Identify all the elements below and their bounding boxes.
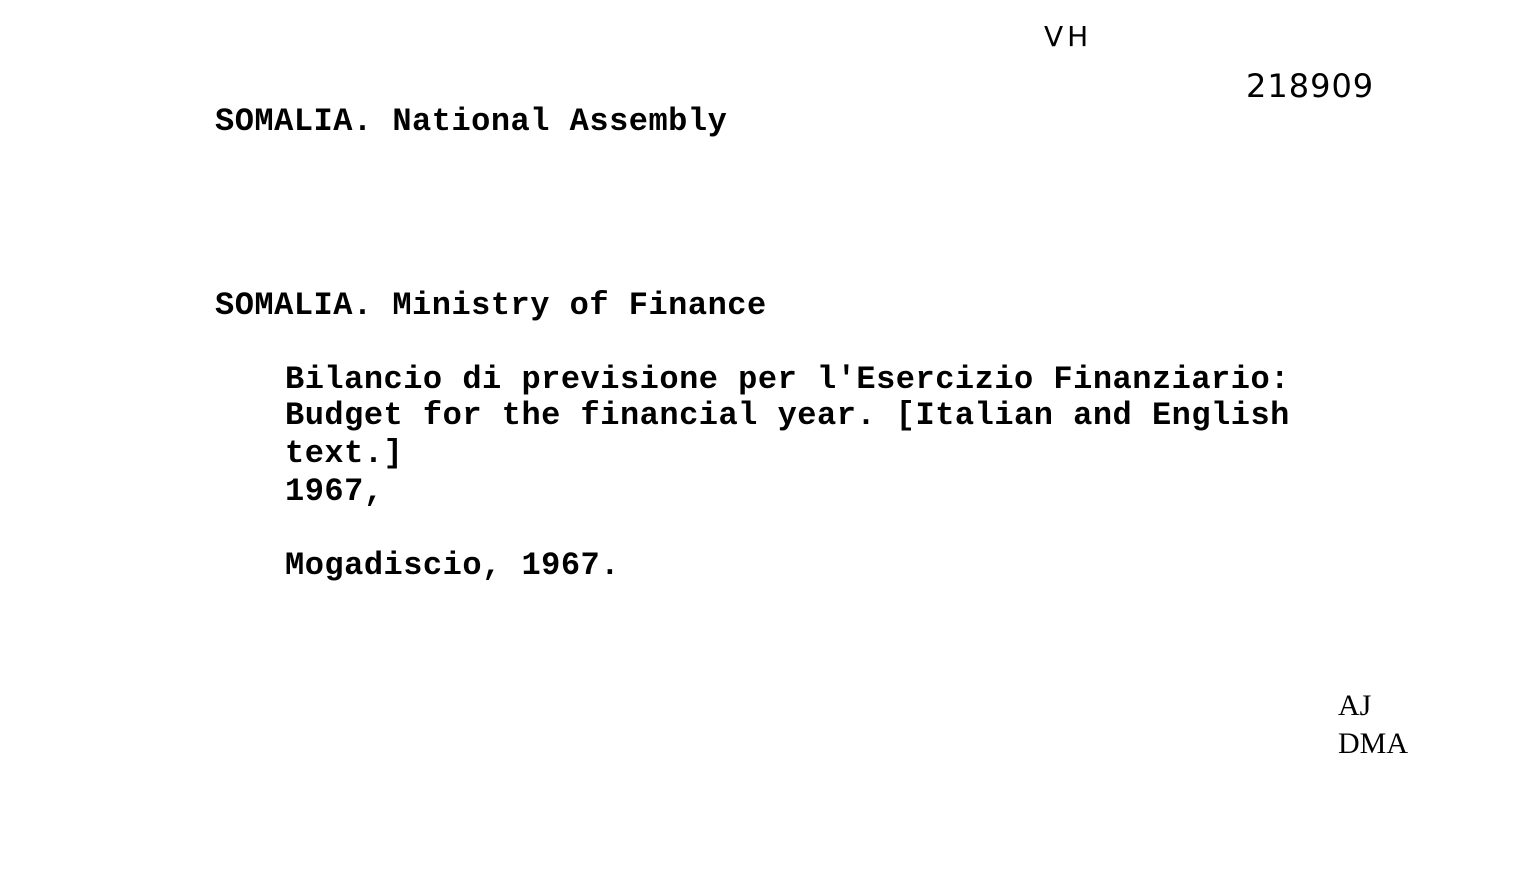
title-line: Bilancio di previsione per l'Esercizio Finanziario: — [285, 361, 1290, 398]
title-line: text.] — [285, 435, 404, 472]
imprint: Mogadiscio, 1967. — [285, 547, 620, 584]
accession-number: 218909 — [1246, 67, 1375, 105]
heading-ministry-of-finance: SOMALIA. Ministry of Finance — [215, 287, 767, 324]
title-line: Budget for the financial year. [Italian and English — [285, 397, 1290, 434]
corner-mark: VH — [1044, 20, 1093, 53]
heading-national-assembly: SOMALIA. National Assembly — [215, 103, 728, 140]
cataloger-initials: DMA — [1338, 727, 1409, 760]
publication-year: 1967, — [285, 473, 384, 510]
cataloger-initials: AJ — [1338, 689, 1372, 722]
